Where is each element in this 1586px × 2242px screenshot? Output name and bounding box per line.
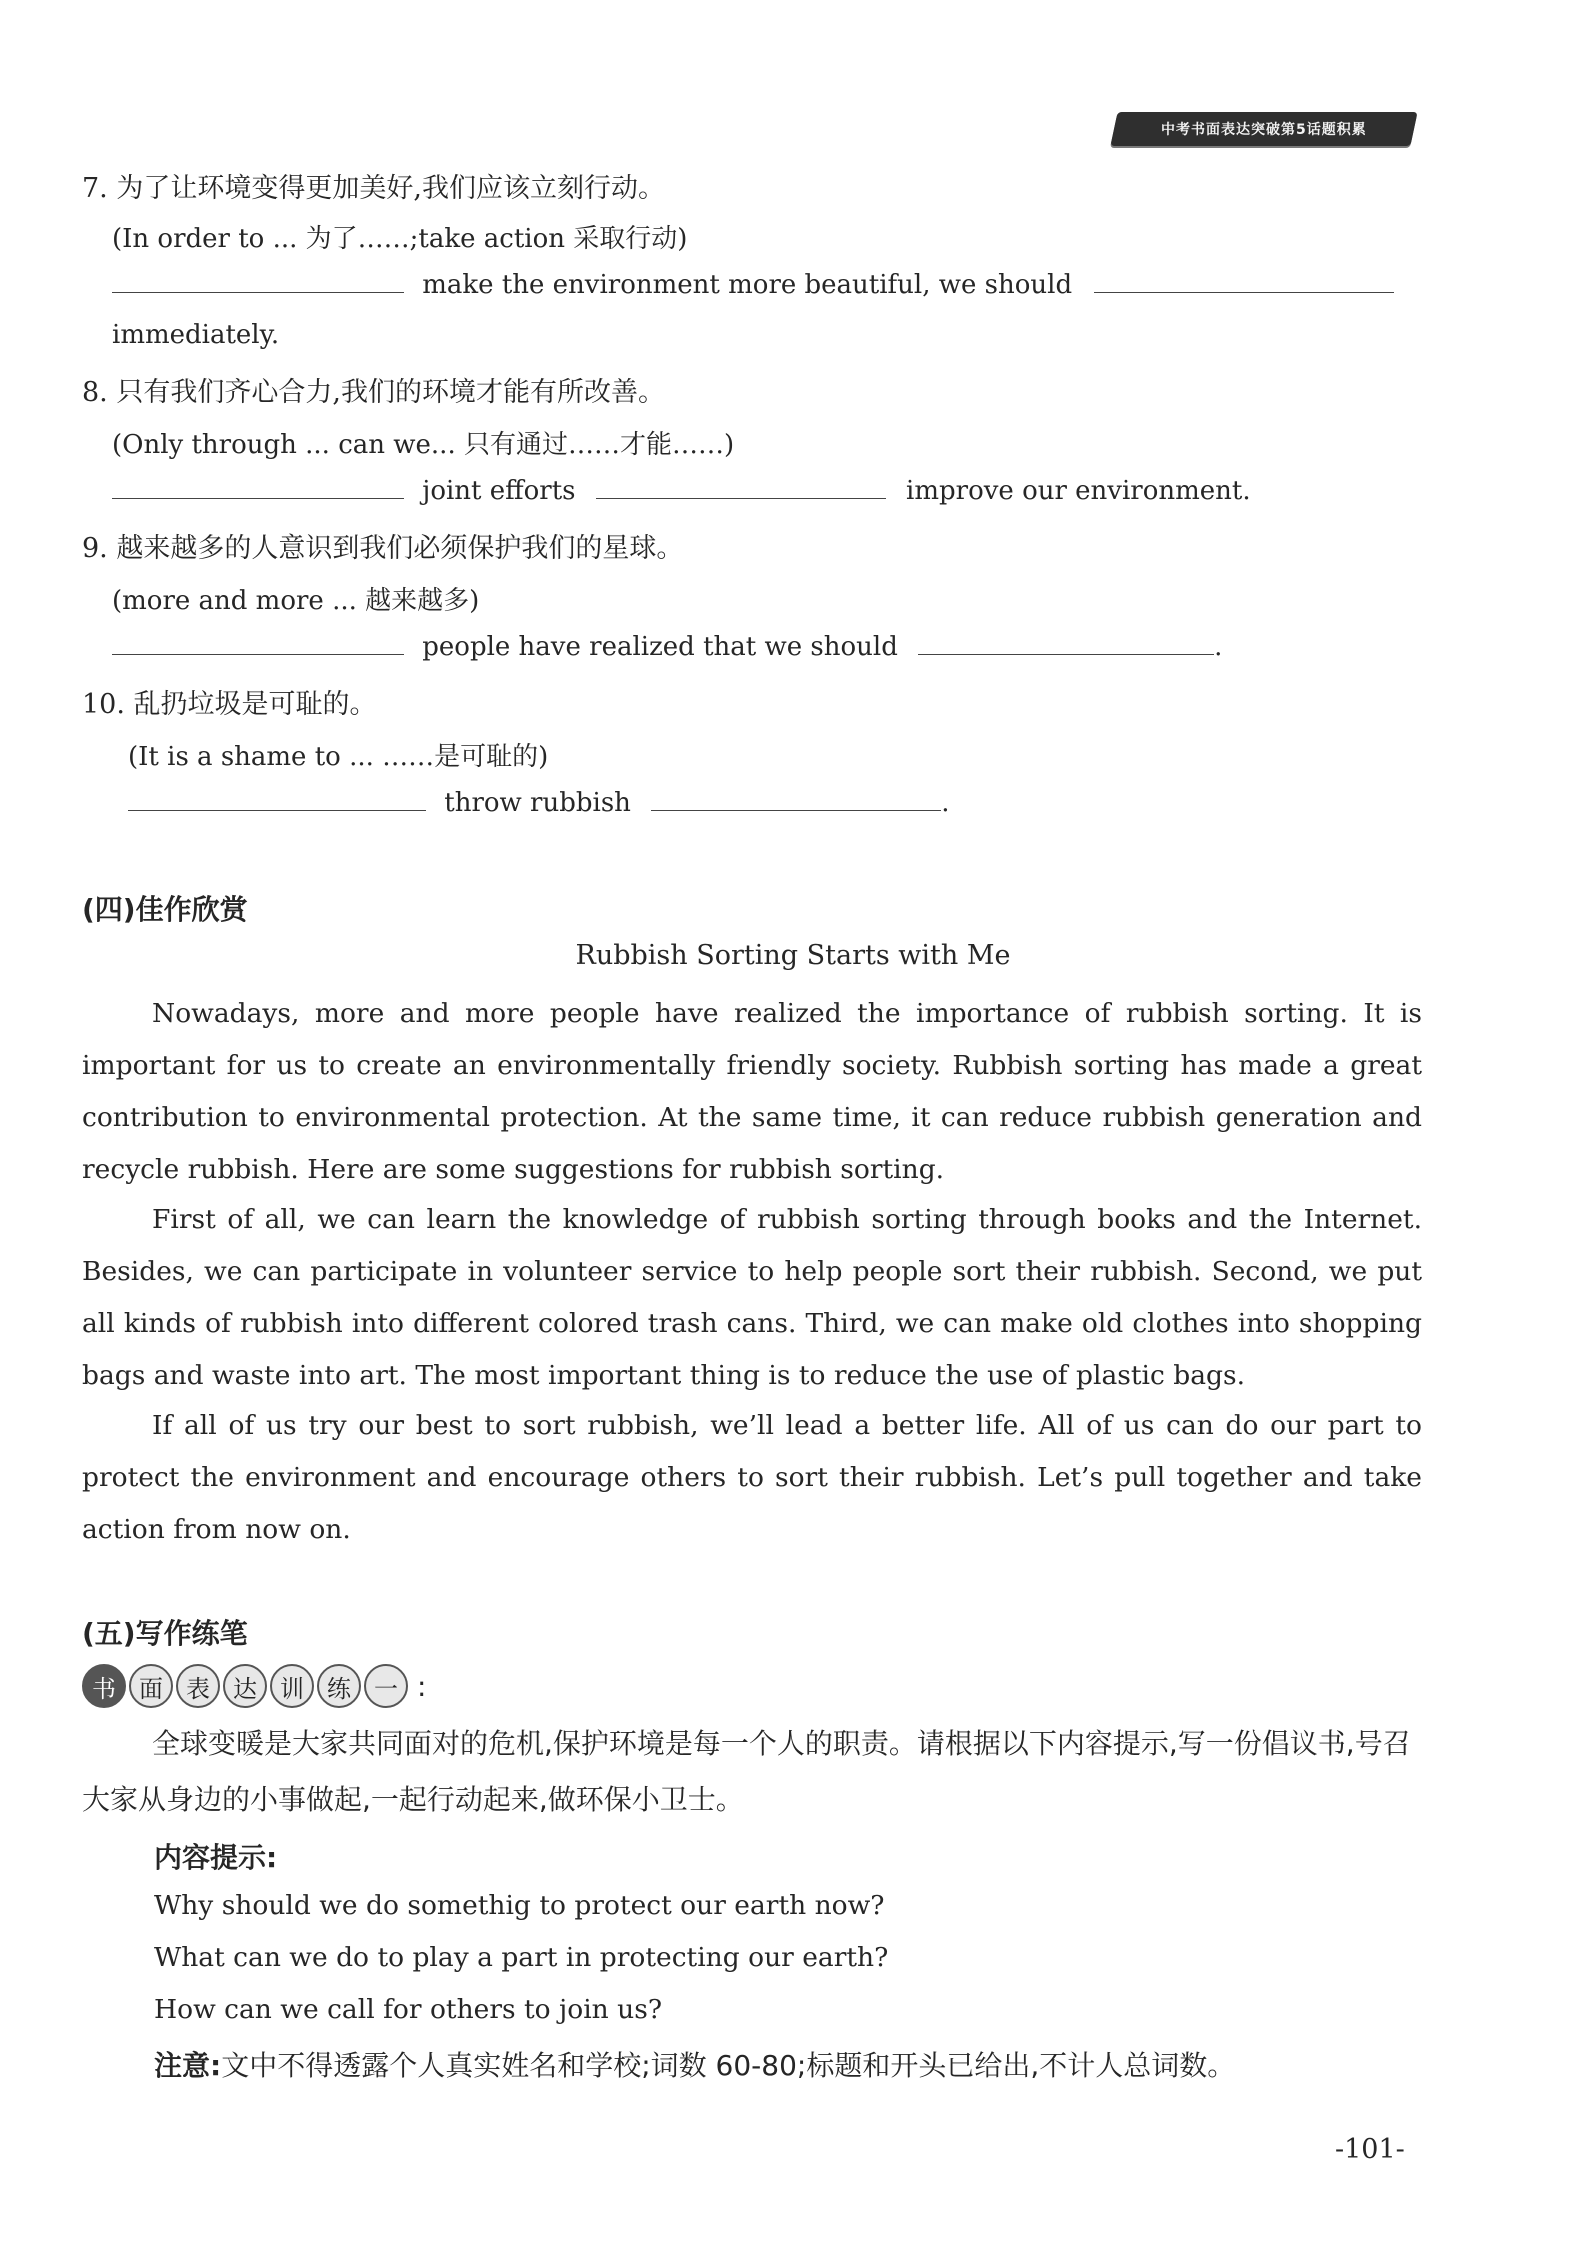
note-line [154,2044,1235,2084]
exercise-7-hint: (In order to ... 为了……;take action 采取行动) [112,224,688,254]
exercise-9-hint: (more and more ... 越来越多) [112,586,480,616]
answer-blank[interactable] [112,497,404,499]
answer-blank[interactable] [112,653,404,655]
header-banner-text: 中考书面表达突破第5话题积累 [1161,122,1367,138]
exercise-9-question [82,526,683,565]
exercise-number: 8. [82,377,108,408]
section-4-heading: (四)佳作欣赏 [82,893,248,926]
section-5-heading: (五)写作练笔 [82,1617,248,1650]
essay-paragraph-2: First of all, we can learn the knowledge of rubbish sorting through books and the Internet. Besides, we can participate in volunteer service to help people sort their rubbish. Second, we put all kinds of rubbish into different colored trash cans. Third, we can make old clothes into shopping bags and waste into art. The most important thing is to reduce the use of plastic bags. [82,1204,1422,1391]
exercise-8-answer-line [112,476,1251,506]
answer-blank[interactable] [112,291,404,293]
exercise-7-line-end: immediately. [112,320,280,350]
exercise-text: make the environment more beautiful, we should [422,270,1073,300]
question-1: Why should we do somethig to protect our earth now? [154,1890,885,1921]
training-badge [82,1664,426,1708]
exercise-8-hint: (Only through ... can we... 只有通过……才能……) [112,430,735,460]
exercise-text: . [941,788,950,818]
page-number: -101- [1335,2134,1405,2165]
question-3: How can we call for others to join us? [154,1994,663,2025]
exercise-number: 10. [82,689,125,720]
answer-blank[interactable] [596,497,886,499]
badge-char: 训 [270,1664,314,1708]
badge-char: 表 [176,1664,220,1708]
essay-paragraph-1: Nowadays, more and more people have realized the importance of rubbish sorting. It is important for us to create an environmentally friendly society. Rubbish sorting has made a great contribution to environmental protection. At the same time, it can reduce rubbish generation and recycle rubbish. Here are some suggestions for rubbish sorting. [82,998,1422,1185]
exercise-text: people have realized that we should [422,632,898,662]
exercise-10-question [82,682,377,721]
note-label: 注意: [154,2049,222,2082]
exercise-8-question [82,370,665,409]
answer-blank[interactable] [1094,291,1394,293]
exercise-chinese: 只有我们齐心合力,我们的环境才能有所改善。 [116,377,665,408]
essay-title: Rubbish Sorting Starts with Me [575,940,1011,971]
badge-char: 书 [82,1664,126,1708]
content-hint-label: 内容提示: [154,1841,278,1874]
exercise-text: throw rubbish [444,788,631,818]
badge-char: 面 [129,1664,173,1708]
answer-blank[interactable] [651,809,941,811]
exercise-9-answer-line [112,632,1222,662]
exercise-text: joint efforts [422,476,576,506]
exercise-7-question [82,166,665,205]
exercise-10-answer-line [128,788,949,818]
exercise-text: improve our environment. [906,476,1251,506]
essay-paragraph-3: If all of us try our best to sort rubbish, we’ll lead a better life. All of us can do our part to protect the environment and encourage others to sort their rubbish. Let’s pull together and take action from now on. [82,1410,1422,1545]
answer-blank[interactable] [128,809,426,811]
answer-blank[interactable] [918,653,1214,655]
badge-char: 一 [364,1664,408,1708]
exercise-number: 9. [82,533,108,564]
exercise-number: 7. [82,173,108,204]
exercise-chinese: 越来越多的人意识到我们必须保护我们的星球。 [116,533,684,564]
writing-prompt: 全球变暖是大家共同面对的危机,保护环境是每一个人的职责。请根据以下内容提示,写一份倡议书,号召大家从身边的小事做起,一起行动起来,做环保小卫士。 [82,1727,1411,1816]
header-banner [1110,112,1417,146]
badge-colon: : [417,1669,427,1703]
exercise-7-answer-line [112,270,1394,300]
badge-char: 练 [317,1664,361,1708]
question-2: What can we do to play a part in protecting our earth? [154,1942,889,1973]
note-text: 文中不得透露个人真实姓名和学校;词数 60-80;标题和开头已给出,不计人总词数。 [221,2049,1236,2082]
exercise-chinese: 为了让环境变得更加美好,我们应该立刻行动。 [116,173,665,204]
exercise-chinese: 乱扔垃圾是可耻的。 [133,689,377,720]
exercise-text: . [1214,632,1223,662]
badge-char: 达 [223,1664,267,1708]
exercise-10-hint: (It is a shame to ... ……是可耻的) [128,742,549,772]
